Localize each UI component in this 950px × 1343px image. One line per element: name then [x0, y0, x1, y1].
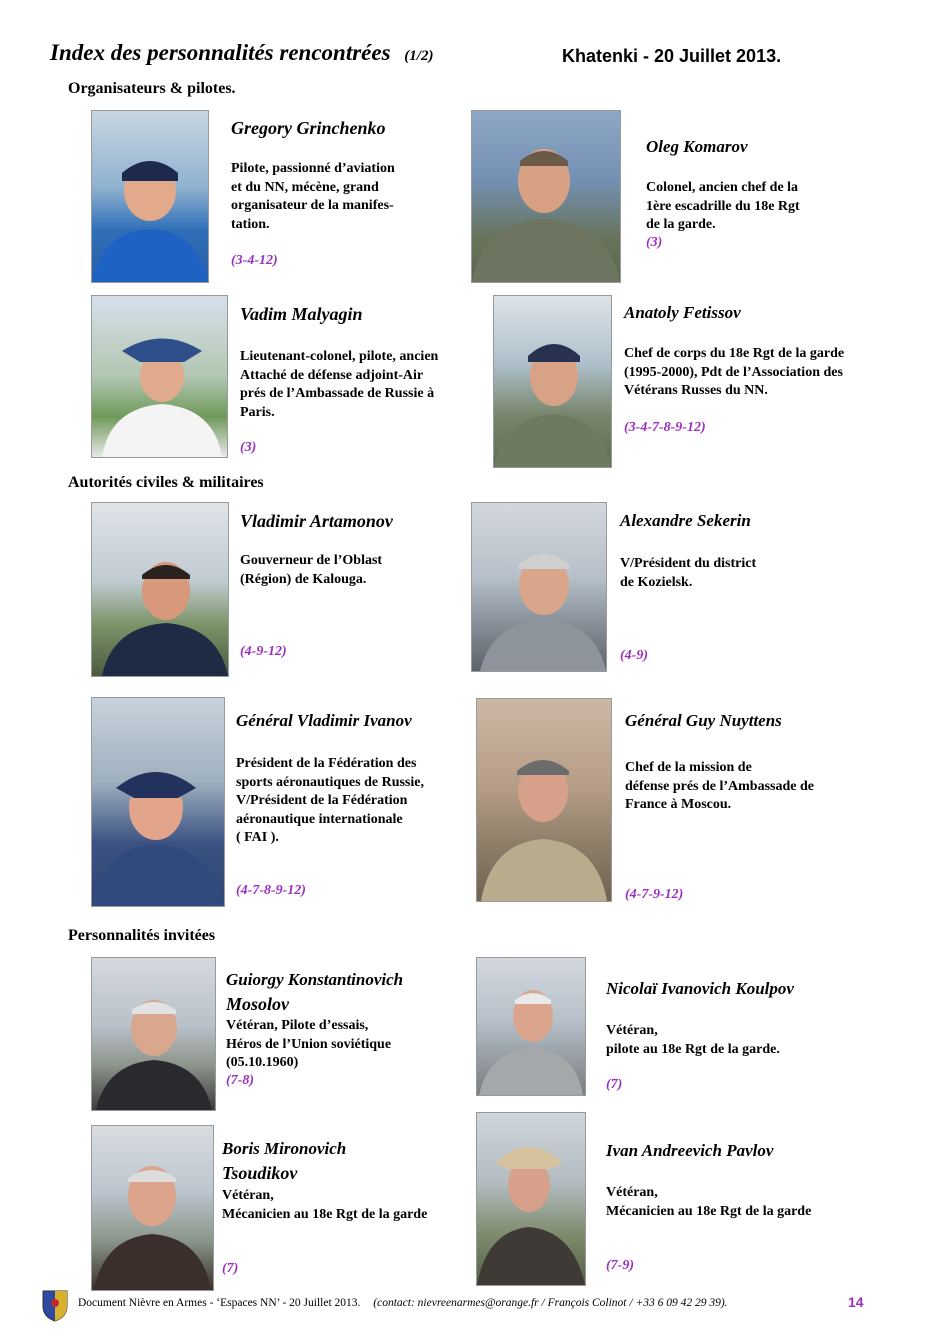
- person-references: (4-9): [620, 648, 648, 663]
- person-photo: [471, 502, 607, 672]
- person-photo: [476, 957, 586, 1096]
- person-description: Vétéran, pilote au 18e Rgt de la garde.: [606, 1023, 780, 1057]
- person-references: (4-9-12): [240, 644, 287, 659]
- page-title-text: Index des personnalités rencontrées: [50, 40, 391, 65]
- person-name-line2: Mosolov: [226, 994, 289, 1014]
- person-description: Colonel, ancien chef de la 1ère escadrille du 18e Rgt de la garde.: [646, 180, 800, 232]
- person-references: (7-9): [606, 1258, 634, 1273]
- person-description: V/Président du district de Kozielsk.: [620, 556, 757, 590]
- person-description: Vétéran, Mécanicien au 18e Rgt de la garde: [606, 1185, 812, 1219]
- page-number: 14: [848, 1294, 864, 1310]
- person-photo: [91, 502, 229, 677]
- person-name: Alexandre Sekerin: [620, 511, 751, 530]
- page-title: [50, 40, 433, 66]
- person-name: Vadim Malyagin: [240, 304, 363, 324]
- person-description: Gouverneur de l’Oblast (Région) de Kalouga.: [240, 553, 383, 587]
- person-references: (3-4-7-8-9-12): [624, 420, 706, 435]
- person-name: Général Guy Nuyttens: [625, 711, 782, 730]
- person-description: Lieutenant-colonel, pilote, ancien Attaché de défense adjoint-Air prés de l’Ambassade de Russie à Paris.: [240, 349, 439, 420]
- section-guests: Personnalités invitées: [68, 927, 216, 944]
- person-name-line2: Tsoudikov: [222, 1163, 298, 1183]
- person-name: Gregory Grinchenko: [231, 118, 386, 138]
- page-part: (1/2): [404, 48, 434, 64]
- person-name: Nicolaï Ivanovich Koulpov: [606, 979, 794, 998]
- person-references: (3): [646, 235, 663, 250]
- person-references: (4-7-9-12): [625, 887, 684, 902]
- person-photo: [91, 110, 209, 283]
- person-description: Chef de la mission de défense prés de l’Ambassade de France à Moscou.: [625, 760, 814, 812]
- person-photo: [91, 295, 228, 458]
- section-authorities: Autorités civiles & militaires: [68, 474, 264, 491]
- person-photo: [91, 957, 216, 1111]
- person-references: (7): [606, 1077, 623, 1092]
- nievre-en-armes-logo: [40, 1288, 70, 1322]
- person-description: Chef de corps du 18e Rgt de la garde (1995-2000), Pdt de l’Association des Vétérans Russes du NN.: [624, 346, 845, 398]
- person-references: (3): [240, 440, 257, 455]
- person-photo: [91, 1125, 214, 1291]
- person-name-line1: Boris Mironovich: [222, 1139, 347, 1158]
- person-photo: [493, 295, 612, 468]
- person-name-line1: Guiorgy Konstantinovich: [226, 970, 404, 989]
- person-description: Vétéran, Pilote d’essais, Héros de l’Union soviétique (05.10.1960): [226, 1018, 392, 1070]
- person-name: Ivan Andreevich Pavlov: [606, 1141, 774, 1160]
- person-description: Pilote, passionné d’aviation et du NN, mécène, grand organisateur de la manifes- tation.: [231, 161, 395, 232]
- person-description: Vétéran, Mécanicien au 18e Rgt de la garde: [222, 1188, 428, 1222]
- footer: [78, 1297, 728, 1309]
- footer-text: Document Nièvre en Armes - ‘Espaces NN’ - 20 Juillet 2013.: [78, 1297, 361, 1309]
- person-name: Oleg Komarov: [646, 137, 748, 156]
- person-photo: [471, 110, 621, 283]
- section-organisers: Organisateurs & pilotes.: [68, 80, 236, 97]
- person-references: (3-4-12): [231, 253, 278, 268]
- person-references: (4-7-8-9-12): [236, 883, 306, 898]
- person-references: (7-8): [226, 1073, 254, 1088]
- footer-contact: (contact: nievreenarmes@orange.fr / François Colinot / +33 6 09 42 29 39).: [373, 1297, 728, 1309]
- event-title: Khatenki - 20 Juillet 2013.: [562, 46, 782, 66]
- person-photo: [476, 698, 612, 902]
- person-references: (7): [222, 1261, 239, 1276]
- person-name: Anatoly Fetissov: [624, 303, 741, 322]
- person-name: Général Vladimir Ivanov: [236, 711, 412, 730]
- person-photo: [91, 697, 225, 907]
- person-name: Vladimir Artamonov: [240, 511, 393, 531]
- person-description: Président de la Fédération des sports aéronautiques de Russie, V/Président de la Fédération aéronautique internationale ( FAI ).: [236, 756, 424, 845]
- person-photo: [476, 1112, 586, 1286]
